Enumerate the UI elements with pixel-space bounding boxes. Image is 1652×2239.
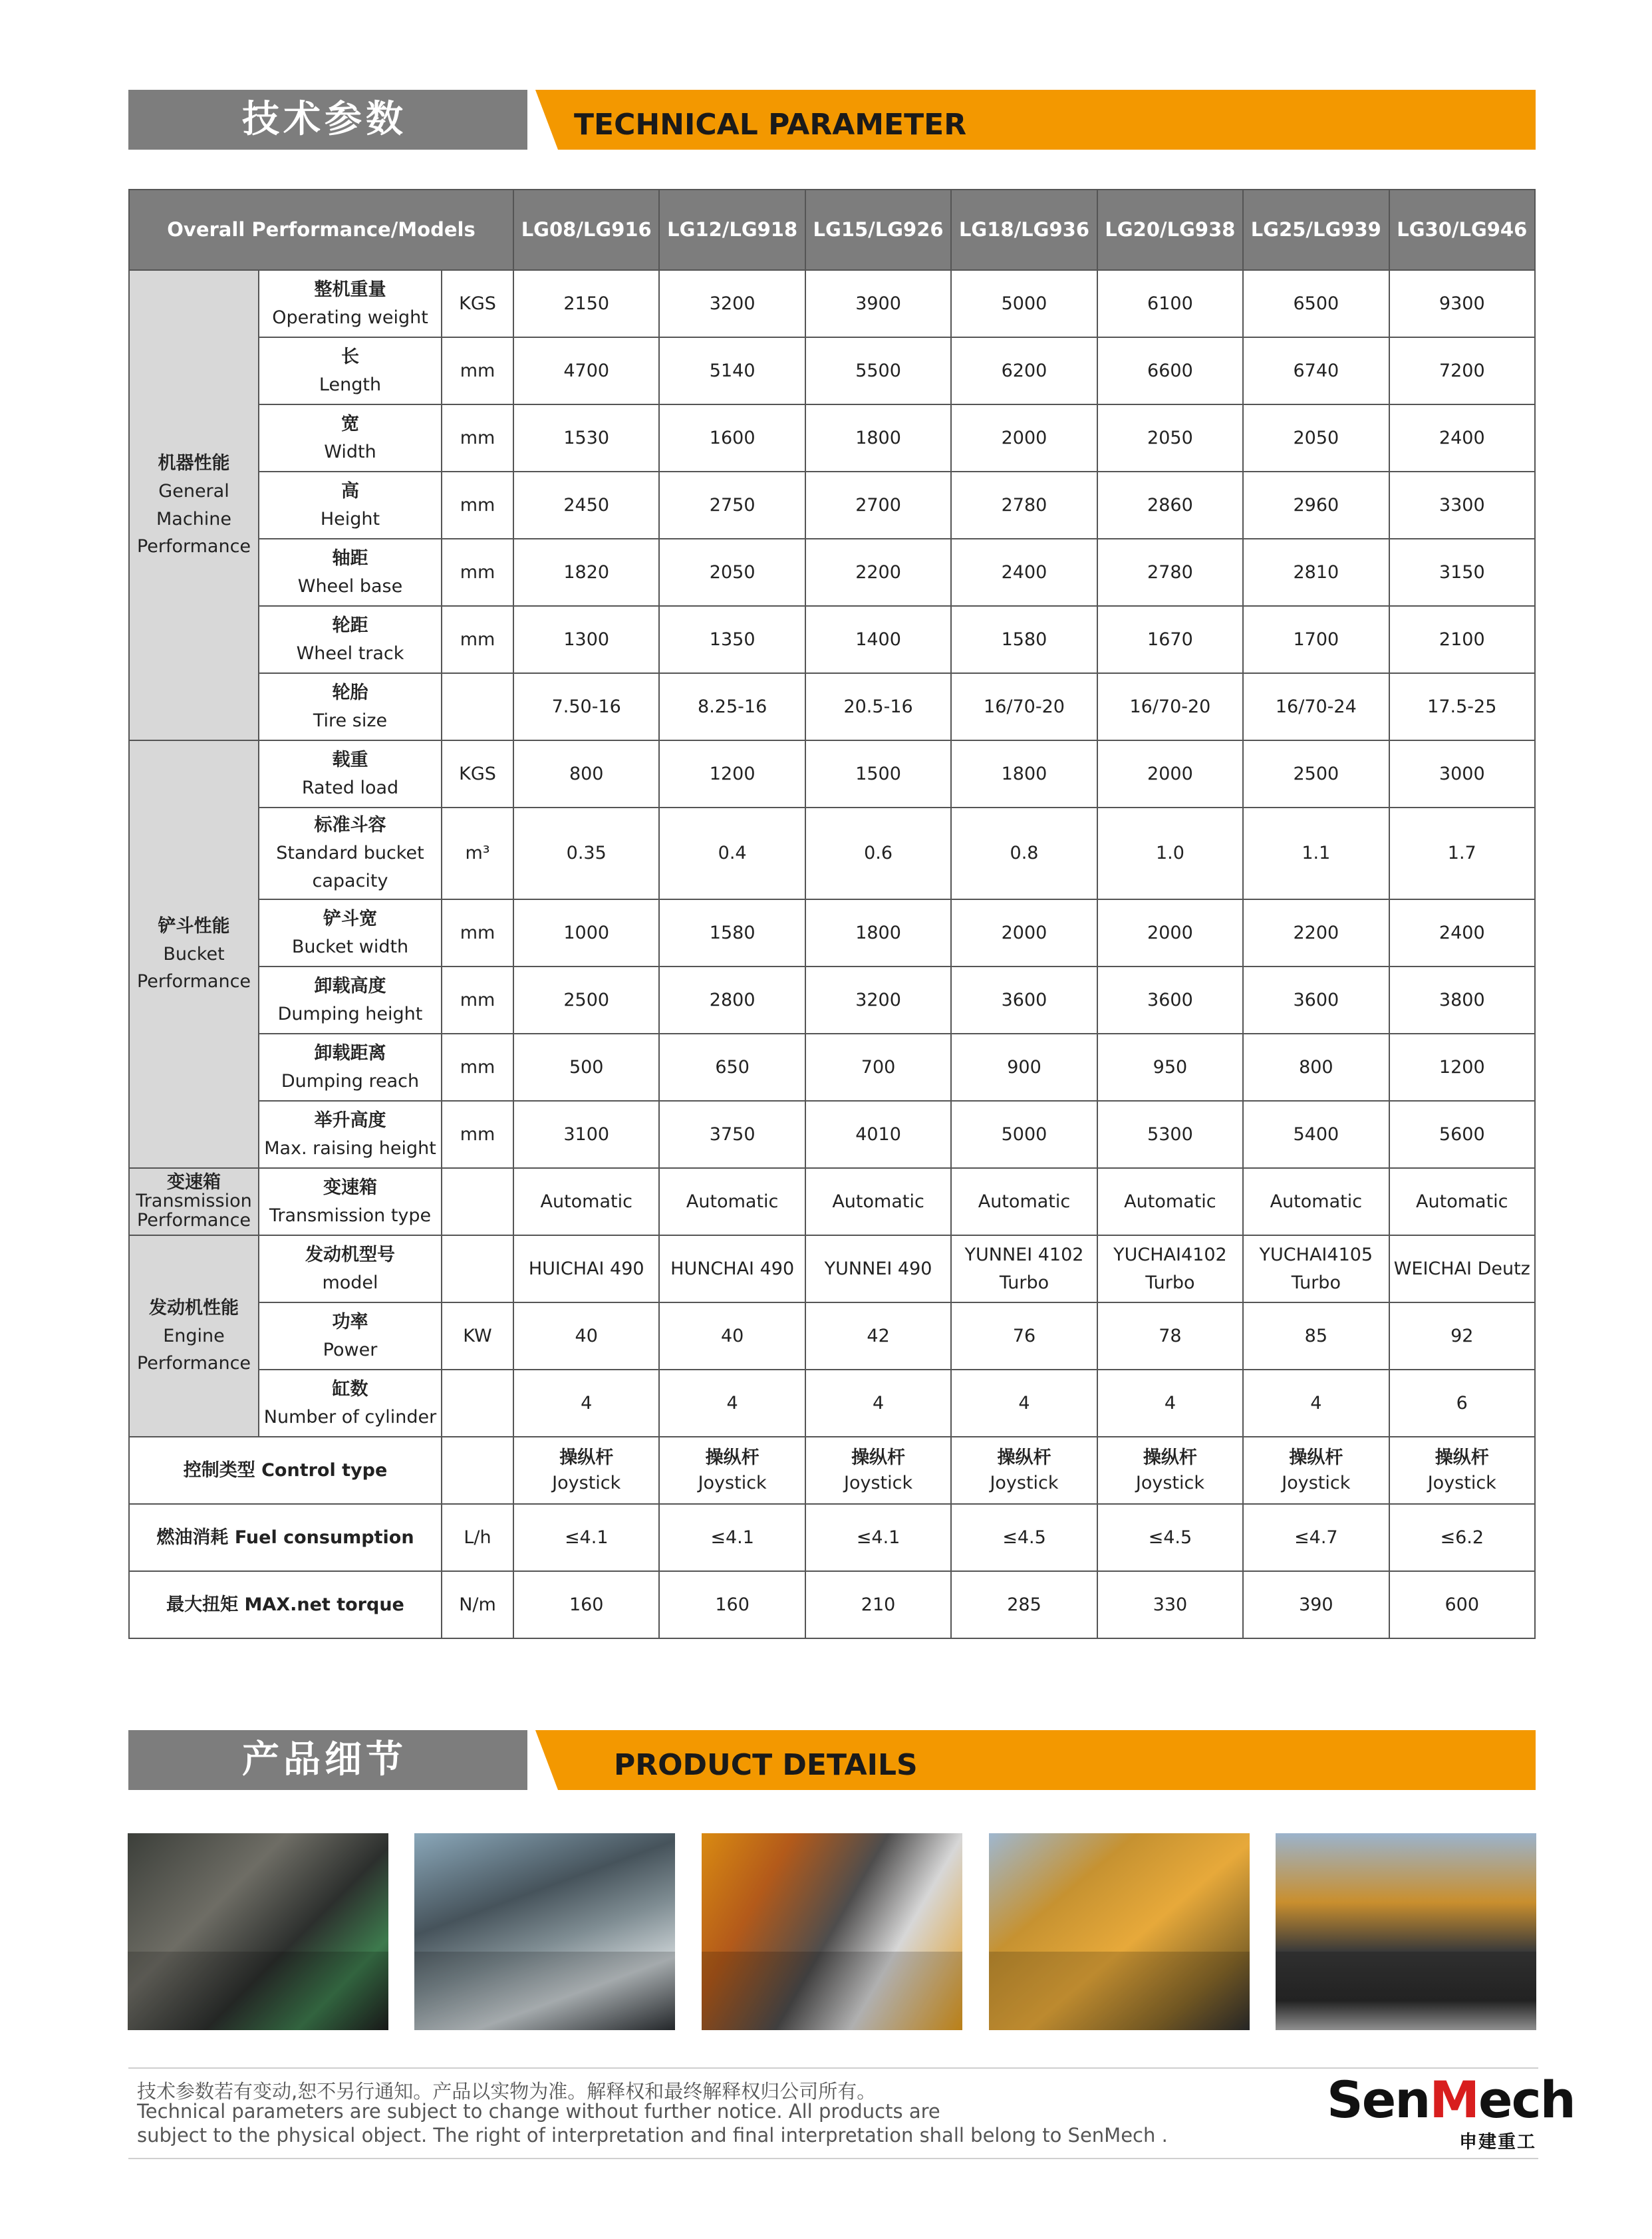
row-unit: KW <box>442 1302 513 1370</box>
value-cell: 2400 <box>1389 899 1535 967</box>
value-cell: 4 <box>513 1370 659 1437</box>
value-cell: ≤4.7 <box>1243 1504 1389 1571</box>
value-cell: 4 <box>1097 1370 1243 1437</box>
value-cell: 0.6 <box>805 808 951 899</box>
row-unit <box>442 1437 513 1504</box>
value-cell: 16/70-20 <box>1097 673 1243 740</box>
value-cell: 2810 <box>1243 539 1389 606</box>
value-cell: 2860 <box>1097 472 1243 539</box>
value-cell: 17.5-25 <box>1389 673 1535 740</box>
value-cell: HUICHAI 490 <box>513 1235 659 1302</box>
row-unit: mm <box>442 899 513 967</box>
value-cell: YUNNEI 4102 Turbo <box>951 1235 1097 1302</box>
value-cell: 1300 <box>513 606 659 673</box>
value-cell: 285 <box>951 1571 1097 1638</box>
row-label: 燃油消耗 Fuel consumption <box>129 1504 442 1571</box>
value-cell: 4 <box>659 1370 805 1437</box>
value-cell: 2000 <box>1097 899 1243 967</box>
value-cell: 5300 <box>1097 1101 1243 1168</box>
value-cell: 4010 <box>805 1101 951 1168</box>
value-cell: ≤6.2 <box>1389 1504 1535 1571</box>
banner-title-cn: 技术参数 <box>242 98 407 141</box>
table-row <box>129 808 1535 899</box>
value-cell: 2400 <box>1389 404 1535 472</box>
value-cell: 1200 <box>659 740 805 808</box>
value-cell: 2050 <box>1097 404 1243 472</box>
value-cell: 800 <box>513 740 659 808</box>
value-cell: 1670 <box>1097 606 1243 673</box>
row-unit: mm <box>442 539 513 606</box>
row-label: 轴距 Wheel base <box>259 539 442 606</box>
detail-photo-engine-bay <box>702 1833 962 2030</box>
row-label: 缸数 Number of cylinder <box>259 1370 442 1437</box>
senmech-logo: SenMech <box>1327 2070 1575 2129</box>
value-cell: 950 <box>1097 1034 1243 1101</box>
value-cell: 2500 <box>513 967 659 1034</box>
table-row <box>129 1101 1535 1168</box>
value-cell: 2500 <box>1243 740 1389 808</box>
table-row <box>129 270 1535 337</box>
row-unit: KGS <box>442 740 513 808</box>
value-cell: 1820 <box>513 539 659 606</box>
table-row <box>129 1302 1535 1370</box>
value-cell: 16/70-20 <box>951 673 1097 740</box>
value-cell: 4 <box>951 1370 1097 1437</box>
value-cell: 1000 <box>513 899 659 967</box>
value-cell: 6600 <box>1097 337 1243 404</box>
row-unit: L/h <box>442 1504 513 1571</box>
row-unit: mm <box>442 404 513 472</box>
value-cell: 85 <box>1243 1302 1389 1370</box>
table-row <box>129 1370 1535 1437</box>
row-unit: mm <box>442 337 513 404</box>
table-row <box>129 1168 1535 1235</box>
value-cell: 700 <box>805 1034 951 1101</box>
value-cell: 20.5-16 <box>805 673 951 740</box>
row-unit: mm <box>442 967 513 1034</box>
value-cell: 1700 <box>1243 606 1389 673</box>
row-unit: m³ <box>442 808 513 899</box>
value-cell: 3200 <box>659 270 805 337</box>
value-cell: 2960 <box>1243 472 1389 539</box>
value-cell: 5500 <box>805 337 951 404</box>
value-cell: 1800 <box>805 899 951 967</box>
value-cell: Automatic <box>1097 1168 1243 1235</box>
row-label: 标准斗容 Standard bucket capacity <box>259 808 442 899</box>
value-cell: 2780 <box>951 472 1097 539</box>
table-row <box>129 1235 1535 1302</box>
value-cell: ≤4.1 <box>513 1504 659 1571</box>
value-cell: 600 <box>1389 1571 1535 1638</box>
row-label: 轮距 Wheel track <box>259 606 442 673</box>
value-cell: YUNNEI 490 <box>805 1235 951 1302</box>
value-cell: HUNCHAI 490 <box>659 1235 805 1302</box>
table-row <box>129 1571 1535 1638</box>
value-cell: 操纵杆 Joystick <box>805 1437 951 1504</box>
row-unit: mm <box>442 606 513 673</box>
table-row <box>129 404 1535 472</box>
value-cell: 0.4 <box>659 808 805 899</box>
value-cell: 操纵杆 Joystick <box>1097 1437 1243 1504</box>
value-cell: 7.50-16 <box>513 673 659 740</box>
row-unit <box>442 1235 513 1302</box>
value-cell: 1350 <box>659 606 805 673</box>
value-cell: 1200 <box>1389 1034 1535 1101</box>
value-cell: ≤4.1 <box>659 1504 805 1571</box>
row-label: 控制类型 Control type <box>129 1437 442 1504</box>
table-header-row <box>129 190 1535 270</box>
row-unit <box>442 1370 513 1437</box>
senmech-logo-cn: 申建重工 <box>1459 2132 1536 2153</box>
value-cell: 4 <box>1243 1370 1389 1437</box>
row-label: 变速箱 Transmission type <box>259 1168 442 1235</box>
value-cell: 6100 <box>1097 270 1243 337</box>
table-row <box>129 606 1535 673</box>
value-cell: 2150 <box>513 270 659 337</box>
value-cell: 7200 <box>1389 337 1535 404</box>
table-row <box>129 1437 1535 1504</box>
value-cell: 3600 <box>951 967 1097 1034</box>
value-cell: 500 <box>513 1034 659 1101</box>
value-cell: 1.1 <box>1243 808 1389 899</box>
value-cell: Automatic <box>1389 1168 1535 1235</box>
value-cell: 900 <box>951 1034 1097 1101</box>
value-cell: 210 <box>805 1571 951 1638</box>
value-cell: 2700 <box>805 472 951 539</box>
value-cell: 2000 <box>951 899 1097 967</box>
value-cell: 6200 <box>951 337 1097 404</box>
value-cell: 1500 <box>805 740 951 808</box>
value-cell: 1530 <box>513 404 659 472</box>
value-cell: 0.8 <box>951 808 1097 899</box>
value-cell: WEICHAI Deutz <box>1389 1235 1535 1302</box>
value-cell: 3300 <box>1389 472 1535 539</box>
value-cell: ≤4.5 <box>951 1504 1097 1571</box>
value-cell: 3000 <box>1389 740 1535 808</box>
value-cell: 160 <box>513 1571 659 1638</box>
group-engine: 发动机性能 Engine Performance <box>129 1235 259 1437</box>
value-cell: 2800 <box>659 967 805 1034</box>
value-cell: 3900 <box>805 270 951 337</box>
footer-bottom-rule <box>128 2158 1538 2159</box>
value-cell: 3800 <box>1389 967 1535 1034</box>
value-cell: YUCHAI4105 Turbo <box>1243 1235 1389 1302</box>
row-label: 卸载距离 Dumping reach <box>259 1034 442 1101</box>
detail-photo-loader-side <box>989 1833 1250 2030</box>
value-cell: 390 <box>1243 1571 1389 1638</box>
table-row <box>129 337 1535 404</box>
model-header: LG30/LG946 <box>1389 190 1535 270</box>
value-cell: Automatic <box>805 1168 951 1235</box>
value-cell: 4 <box>805 1370 951 1437</box>
banner-title-cn: 产品细节 <box>242 1738 407 1781</box>
value-cell: 76 <box>951 1302 1097 1370</box>
value-cell: 1580 <box>951 606 1097 673</box>
value-cell: 40 <box>659 1302 805 1370</box>
table-header-label: Overall Performance/Models <box>129 190 513 270</box>
value-cell: Automatic <box>951 1168 1097 1235</box>
value-cell: 操纵杆 Joystick <box>1389 1437 1535 1504</box>
spec-table <box>128 189 1536 1639</box>
value-cell: 5400 <box>1243 1101 1389 1168</box>
row-label: 长 Length <box>259 337 442 404</box>
value-cell: 3600 <box>1097 967 1243 1034</box>
group-bucket: 铲斗性能 Bucket Performance <box>129 740 259 1168</box>
model-header: LG20/LG938 <box>1097 190 1243 270</box>
value-cell: 2200 <box>805 539 951 606</box>
value-cell: 78 <box>1097 1302 1243 1370</box>
value-cell: 2050 <box>1243 404 1389 472</box>
row-label: 载重 Rated load <box>259 740 442 808</box>
model-header: LG15/LG926 <box>805 190 951 270</box>
value-cell: 800 <box>1243 1034 1389 1101</box>
model-header: LG25/LG939 <box>1243 190 1389 270</box>
detail-photo-loader-rear <box>1276 1833 1536 2030</box>
value-cell: 1800 <box>805 404 951 472</box>
value-cell: 4700 <box>513 337 659 404</box>
value-cell: 92 <box>1389 1302 1535 1370</box>
value-cell: 3150 <box>1389 539 1535 606</box>
table-row <box>129 1034 1535 1101</box>
value-cell: 操纵杆 Joystick <box>951 1437 1097 1504</box>
value-cell: 2780 <box>1097 539 1243 606</box>
value-cell: 1600 <box>659 404 805 472</box>
value-cell: 330 <box>1097 1571 1243 1638</box>
value-cell: 5600 <box>1389 1101 1535 1168</box>
row-label: 发动机型号 model <box>259 1235 442 1302</box>
row-label: 整机重量 Operating weight <box>259 270 442 337</box>
disclaimer-en-line1: Technical parameters are subject to change without further notice. All products are <box>137 2100 940 2123</box>
row-unit: KGS <box>442 270 513 337</box>
row-label: 功率 Power <box>259 1302 442 1370</box>
model-header: LG12/LG918 <box>659 190 805 270</box>
value-cell: 2000 <box>1097 740 1243 808</box>
product-details-banner <box>128 1730 1536 1790</box>
row-label: 轮胎 Tire size <box>259 673 442 740</box>
row-unit: mm <box>442 1101 513 1168</box>
value-cell: Automatic <box>659 1168 805 1235</box>
row-unit <box>442 673 513 740</box>
table-row <box>129 740 1535 808</box>
value-cell: 操纵杆 Joystick <box>1243 1437 1389 1504</box>
value-cell: 操纵杆 Joystick <box>513 1437 659 1504</box>
row-unit: mm <box>442 1034 513 1101</box>
row-label: 举升高度 Max. raising height <box>259 1101 442 1168</box>
row-label: 卸载高度 Dumping height <box>259 967 442 1034</box>
model-header: LG08/LG916 <box>513 190 659 270</box>
value-cell: 5000 <box>951 1101 1097 1168</box>
value-cell: 3600 <box>1243 967 1389 1034</box>
value-cell: YUCHAI4102 Turbo <box>1097 1235 1243 1302</box>
value-cell: 3750 <box>659 1101 805 1168</box>
value-cell: 42 <box>805 1302 951 1370</box>
value-cell: 2050 <box>659 539 805 606</box>
value-cell: 3200 <box>805 967 951 1034</box>
row-unit: mm <box>442 472 513 539</box>
value-cell: 650 <box>659 1034 805 1101</box>
row-unit: N/m <box>442 1571 513 1638</box>
table-row <box>129 1504 1535 1571</box>
banner-title-en: PRODUCT DETAILS <box>614 1748 918 1782</box>
value-cell: Automatic <box>1243 1168 1389 1235</box>
footer-top-rule <box>128 2067 1538 2069</box>
value-cell: Automatic <box>513 1168 659 1235</box>
value-cell: 2450 <box>513 472 659 539</box>
group-general: 机器性能 General Machine Performance <box>129 270 259 740</box>
row-label: 高 Height <box>259 472 442 539</box>
value-cell: 6500 <box>1243 270 1389 337</box>
value-cell: 2000 <box>951 404 1097 472</box>
value-cell: 5000 <box>951 270 1097 337</box>
value-cell: ≤4.1 <box>805 1504 951 1571</box>
value-cell: 2400 <box>951 539 1097 606</box>
value-cell: 40 <box>513 1302 659 1370</box>
value-cell: 6 <box>1389 1370 1535 1437</box>
value-cell: 1400 <box>805 606 951 673</box>
banner-title-en: TECHNICAL PARAMETER <box>574 108 967 142</box>
table-row <box>129 967 1535 1034</box>
value-cell: 1800 <box>951 740 1097 808</box>
value-cell: 2200 <box>1243 899 1389 967</box>
table-row <box>129 472 1535 539</box>
technical-parameter-banner <box>128 90 1536 150</box>
model-header: LG18/LG936 <box>951 190 1097 270</box>
row-label: 铲斗宽 Bucket width <box>259 899 442 967</box>
table-row <box>129 899 1535 967</box>
value-cell: 9300 <box>1389 270 1535 337</box>
detail-photo-hydraulic-valves <box>128 1833 388 2030</box>
value-cell: 操纵杆 Joystick <box>659 1437 805 1504</box>
value-cell: 0.35 <box>513 808 659 899</box>
row-unit <box>442 1168 513 1235</box>
table-row <box>129 539 1535 606</box>
disclaimer-cn: 技术参数若有变动,恕不另行通知。产品以实物为准。解释权和最终解释权归公司所有。 <box>137 2080 877 2103</box>
value-cell: 3100 <box>513 1101 659 1168</box>
table-row <box>129 673 1535 740</box>
value-cell: 2750 <box>659 472 805 539</box>
value-cell: 6740 <box>1243 337 1389 404</box>
value-cell: ≤4.5 <box>1097 1504 1243 1571</box>
value-cell: 1.7 <box>1389 808 1535 899</box>
group-transmission: 变速箱 Transmission Performance <box>129 1168 259 1235</box>
value-cell: 16/70-24 <box>1243 673 1389 740</box>
value-cell: 8.25-16 <box>659 673 805 740</box>
disclaimer-en-line2: subject to the physical object. The right of interpretation and final interpretation shall belong to SenMech . <box>137 2124 1168 2147</box>
value-cell: 1.0 <box>1097 808 1243 899</box>
detail-photo-operator-cab <box>414 1833 675 2030</box>
row-label: 宽 Width <box>259 404 442 472</box>
value-cell: 160 <box>659 1571 805 1638</box>
value-cell: 2100 <box>1389 606 1535 673</box>
value-cell: 1580 <box>659 899 805 967</box>
row-label: 最大扭矩 MAX.net torque <box>129 1571 442 1638</box>
value-cell: 5140 <box>659 337 805 404</box>
